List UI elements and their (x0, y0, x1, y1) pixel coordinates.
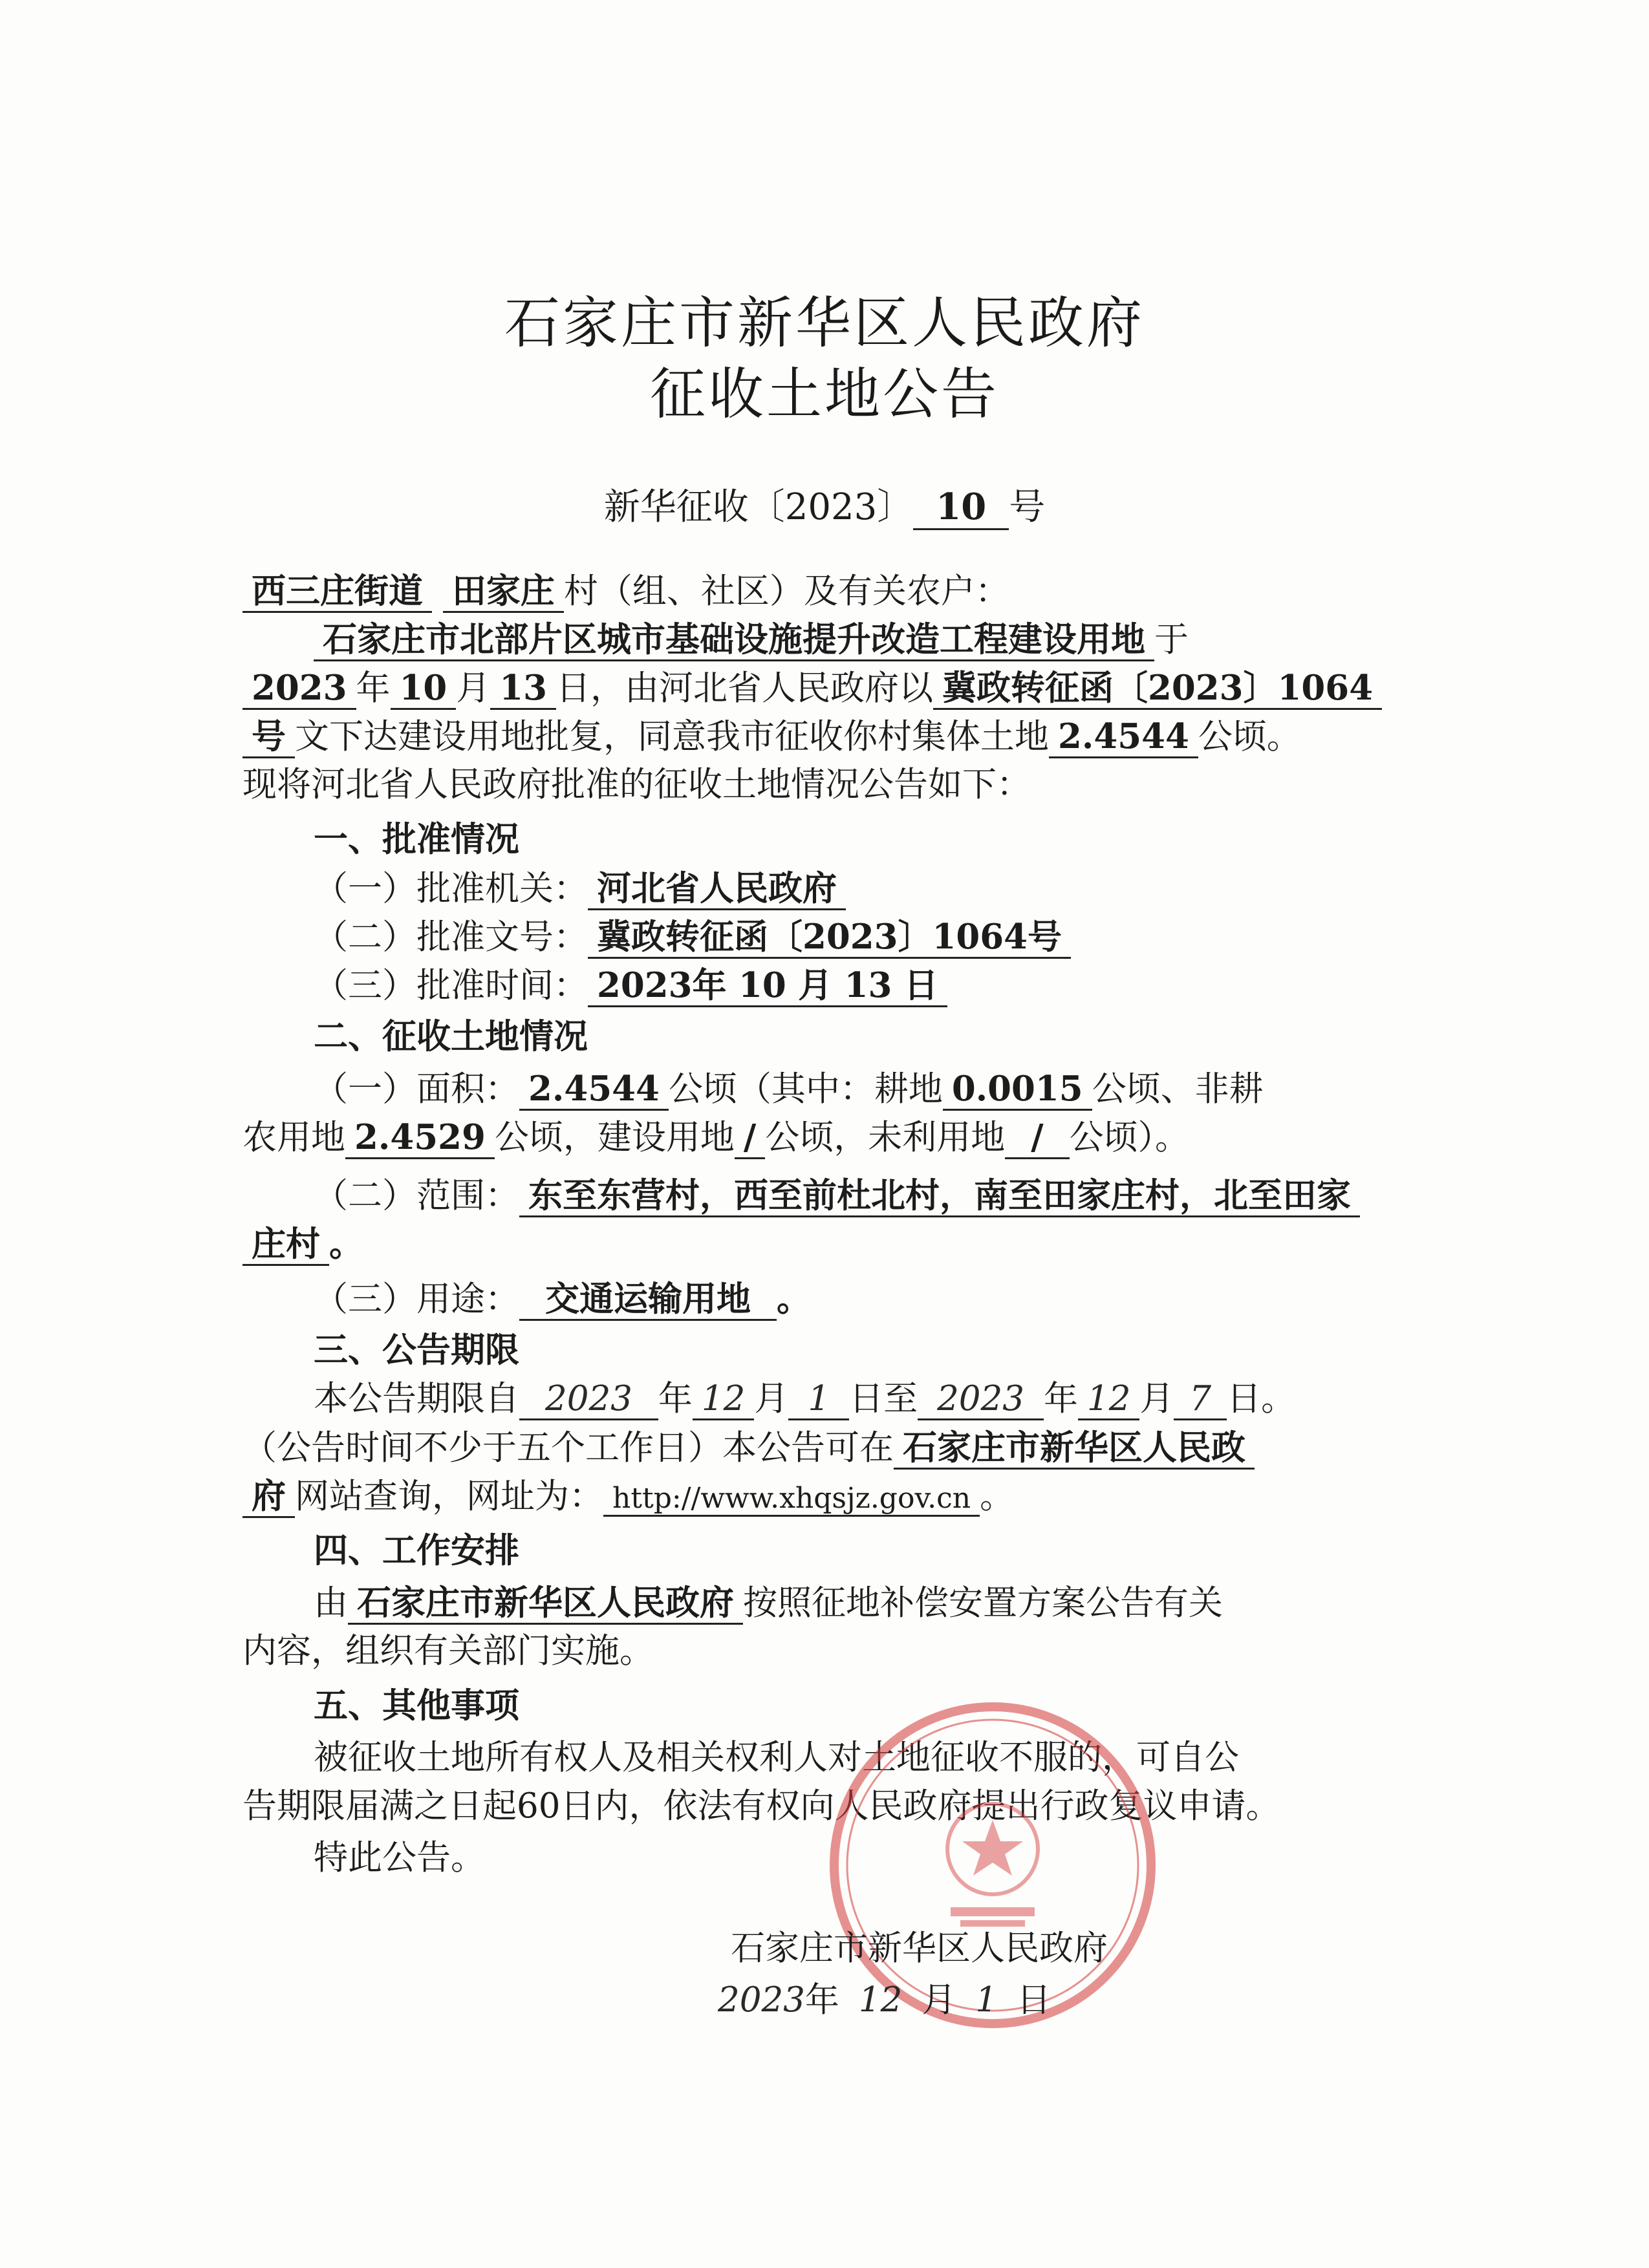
work-you: 由 (314, 1583, 348, 1623)
period-prefix: 本公告期限自 (314, 1379, 519, 1418)
nonfarm-value: 2.4529 (345, 1117, 495, 1159)
work-line1 (314, 1578, 1387, 1628)
start-month: 12 (693, 1379, 754, 1420)
range-period: 。 (329, 1224, 363, 1264)
intro-yue: 月 (456, 669, 491, 708)
range-line2 (242, 1219, 1387, 1269)
addressee-village: 田家庄 (443, 571, 564, 613)
intro-approval-hao: 号 (242, 716, 295, 758)
area-mid: 公顷（其中：耕地 (668, 1069, 943, 1109)
sign-day: 1 (975, 1980, 998, 2020)
start-day: 1 (788, 1379, 849, 1420)
site-name-cont: 府 (242, 1476, 295, 1518)
site-name: 石家庄市新华区人民政 (894, 1428, 1255, 1470)
docno-label: （二）批准文号： (314, 917, 588, 957)
sign-nian: 年 (804, 1980, 839, 2020)
approval-authority (314, 863, 1387, 914)
site-line2 (242, 1471, 1387, 1521)
other-line2: 告期限届满之日起60日内，依法有权向人民政府提出行政复议申请。 (242, 1786, 1280, 1826)
range-value: 东至东营村，西至前杜北村，南至田家庄村，北至田家 (519, 1175, 1360, 1217)
time-value: 2023年 10 月 13 日 (588, 965, 947, 1007)
use-label: （三）用途： (314, 1279, 519, 1319)
url-end: 。 (980, 1477, 1015, 1516)
period-yue-2: 月 (1139, 1379, 1174, 1418)
end-day: 7 (1174, 1379, 1227, 1420)
intro-line3 (242, 711, 1387, 762)
end-month: 12 (1078, 1379, 1139, 1420)
sign-month: 12 (858, 1980, 903, 2020)
signature-date (718, 1975, 1235, 2026)
unused-label: 公顷，未利用地 (765, 1118, 1006, 1157)
doc-no-number: 10 (913, 486, 1009, 530)
intro-text-mid: 文下达建设用地批复，同意我市征收你村集体土地 (295, 717, 1049, 756)
range-value-cont: 庄村 (242, 1224, 329, 1266)
title-line2: 征收土地公告 (650, 362, 999, 427)
period-yue-1: 月 (754, 1379, 789, 1418)
intro-nian: 年 (356, 669, 391, 708)
document-number (0, 478, 1649, 530)
sign-year: 2023 (718, 1980, 805, 2020)
start-year: 2023 (519, 1379, 658, 1420)
intro-year: 2023 (242, 668, 356, 710)
authority-label: （一）批准机关： (314, 869, 588, 908)
farmland-after: 公顷、非耕 (1092, 1069, 1264, 1109)
range-label: （二）范围： (314, 1176, 519, 1215)
intro-yu: 于 (1154, 620, 1189, 659)
doc-no-suffix: 号 (1009, 486, 1046, 528)
intro-month: 10 (391, 668, 457, 710)
period-note: （公告时间不少于五个工作日）本公告可在 (242, 1428, 894, 1468)
construction-label: 公顷，建设用地 (494, 1118, 735, 1157)
intro-ri-text: 日，由河北省人民政府以 (556, 669, 934, 708)
section1-heading: 一、批准情况 (314, 820, 519, 859)
period-ri-zhi: 日至 (849, 1379, 918, 1418)
section5-heading: 五、其他事项 (314, 1686, 519, 1726)
intro-line4: 现将河北省人民政府批准的征收土地情况公告如下： (242, 765, 1031, 804)
site-url-link[interactable]: http://www.xhqsjz.gov.cn (603, 1482, 980, 1517)
intro-line1 (314, 614, 1387, 665)
site-line1 (242, 1422, 1387, 1473)
title-line1: 石家庄市新华区人民政府 (504, 291, 1145, 356)
closing-line: 特此公告。 (314, 1838, 485, 1878)
area-label: （一）面积： (314, 1069, 519, 1109)
work-org: 石家庄市新华区人民政府 (348, 1583, 743, 1625)
addressee-street: 西三庄街道 (242, 571, 432, 613)
approval-docno (314, 912, 1387, 962)
sign-yue: 月 (921, 1980, 956, 2020)
area-line1 (314, 1064, 1387, 1114)
area-value: 2.4544 (519, 1069, 669, 1111)
section4-heading: 四、工作安排 (314, 1531, 519, 1570)
work-text1: 按照征地补偿安置方案公告有关 (743, 1583, 1223, 1623)
use-value: 交通运输用地 (519, 1279, 777, 1321)
farmland-value: 0.0015 (943, 1069, 1092, 1111)
area-line2 (242, 1112, 1387, 1162)
site-label: 网站查询，网址为： (295, 1477, 603, 1516)
construction-value: / (735, 1117, 765, 1159)
intro-day: 13 (490, 668, 556, 710)
approval-time (314, 960, 1387, 1011)
authority-value: 河北省人民政府 (588, 868, 846, 910)
period-ri-end: 日。 (1227, 1379, 1296, 1418)
range-line1 (314, 1170, 1387, 1221)
intro-unit: 公顷。 (1198, 717, 1301, 756)
period-line (314, 1374, 1387, 1424)
section2-heading: 二、征收土地情况 (314, 1017, 588, 1056)
end-year: 2023 (918, 1379, 1044, 1420)
use-line (314, 1274, 1387, 1324)
period-nian-2: 年 (1043, 1379, 1078, 1418)
intro-approval-no: 冀政转征函〔2023〕1064 (933, 668, 1382, 710)
period-nian-1: 年 (658, 1379, 693, 1418)
addressee-line (242, 566, 1387, 616)
nonfarm-label: 农用地 (242, 1118, 345, 1157)
time-label: （三）批准时间： (314, 966, 588, 1005)
doc-no-prefix: 新华征收〔2023〕 (603, 486, 914, 528)
use-period: 。 (777, 1279, 811, 1319)
intro-area: 2.4544 (1049, 716, 1198, 758)
unused-value: / (1005, 1117, 1069, 1159)
other-line1: 被征收土地所有权人及相关权利人对土地征收不服的，可自公 (314, 1738, 1239, 1777)
section3-heading: 三、公告期限 (314, 1331, 519, 1370)
work-line2: 内容，组织有关部门实施。 (242, 1631, 654, 1671)
addressee-suffix: 村（组、社区）及有关农户： (563, 572, 1009, 611)
intro-line2 (242, 663, 1387, 713)
project-name: 石家庄市北部片区城市基础设施提升改造工程建设用地 (314, 619, 1154, 661)
signature-org: 石家庄市新华区人民政府 (731, 1929, 1108, 1968)
area-end: 公顷）。 (1069, 1118, 1190, 1157)
docno-value: 冀政转征函〔2023〕1064号 (588, 917, 1071, 959)
sign-ri: 日 (1017, 1980, 1051, 2020)
